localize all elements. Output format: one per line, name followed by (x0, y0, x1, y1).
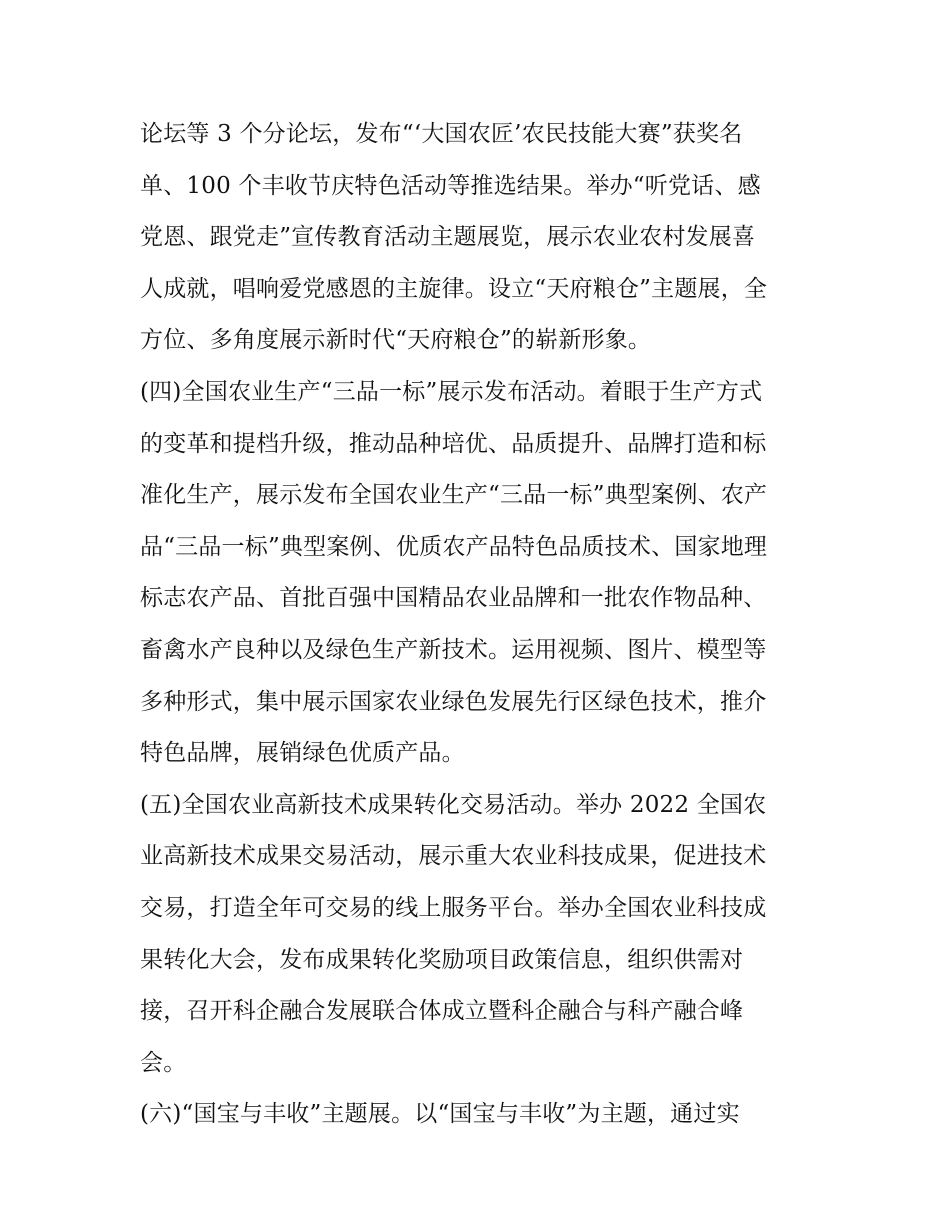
text-line: 论坛等 3 个分论坛，发布“‘大国农匠’农民技能大赛”获奖名 (140, 121, 743, 147)
text-line: 准化生产，展示发布全国农业生产“三品一标”典型案例、农产 (140, 482, 768, 509)
text-line: 畜禽水产良种以及绿色生产新技术。运用视频、图片、模型等 (140, 636, 767, 663)
text-line: 会。 (140, 1049, 187, 1076)
text-line: 单、100 个丰收节庆特色活动等推选结果。举办“听党话、感 (140, 172, 761, 199)
text-line: 接，召开科企融合发展联合体成立暨科企融合与科产融合峰 (140, 998, 744, 1025)
section-heading-6: (六)“国宝与丰收”主题展。以“国宝与丰收”为主题，通过实 (140, 1101, 740, 1128)
text-line: 人成就，唱响爱党感恩的主旋律。设立“天府粮仓”主题展，全 (140, 275, 768, 302)
text-line: 果转化大会，发布成果转化奖励项目政策信息，组织供需对 (140, 946, 744, 973)
body-text (140, 109, 820, 1141)
text-line: 方位、多角度展示新时代“天府粮仓”的崭新形象。 (140, 327, 652, 354)
text-line: 多种形式，集中展示国家农业绿色发展先行区绿色技术，推介 (140, 688, 767, 715)
section-heading-4: (四)全国农业生产“三品一标”展示发布活动。着眼于生产方式 (140, 378, 763, 405)
text-line: 特色品牌，展销绿色优质产品。 (140, 740, 465, 767)
section-heading-5: (五)全国农业高新技术成果转化交易活动。举办 2022 全国农 (140, 791, 767, 818)
text-line: 的变革和提档升级，推动品种培优、品质提升、品牌打造和标 (140, 430, 767, 457)
text-line: 标志农产品、首批百强中国精品农业品牌和一批农作物品种、 (140, 585, 767, 612)
text-line: 品“三品一标”典型案例、优质农产品特色品质技术、国家地理 (140, 533, 768, 560)
text-line: 业高新技术成果交易活动，展示重大农业科技成果，促进技术 (140, 843, 767, 870)
text-line: 党恩、跟党走”宣传教育活动主题展览，展示农业农村发展喜 (140, 224, 756, 251)
text-line: 交易，打造全年可交易的线上服务平台。举办全国农业科技成 (140, 894, 767, 921)
